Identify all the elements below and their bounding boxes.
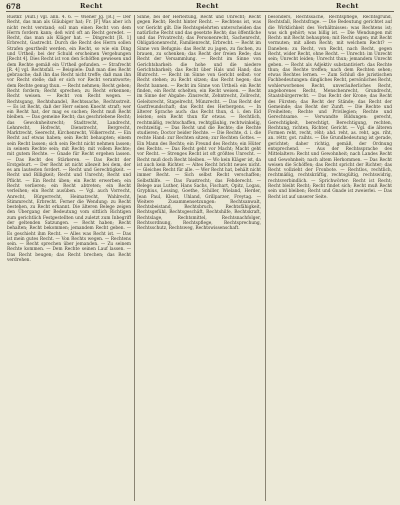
column-text: besonders, Rechtssache, Rechtspflege, Rechtsgrund, Rechtsfall, Rechtsfrage. — Die Bedeutung gerichtet auf die Wirklichkeit des Verhältnisses: was Rechtens ist; was sich gehört; was billig ist. — Die Wendungen mit Recht: mit Recht behaupten; mit Recht sagen; mit Recht vermuten; mit allem Recht; mit welchem Recht? — Daneben: zu Recht, von Recht, nach Recht, gegen Recht, wider Recht, ohne Recht. — Unrecht: im Unrecht sein; Unrecht leiden; Unrecht thun; jemandem Unrecht geben. — Recht als Adjektiv substantiviert: das Rechte thun; das Rechte treffen; nach dem Rechten sehen; etwas Rechtes lernen. — Zum Schluß die juristischen Fachbedeutungen: dingliches Recht, persönliches Recht, wohlerworbenes Recht, unveräußerliches Recht, angeborenes Recht, Menschenrecht, Grundrecht, Staatsbürgerrecht. — Das Recht der Krone; das Recht des Fürsten; das Recht der Stände; das Recht der Gemeinde; das Recht der Zunft. — Die Rechte und Freiheiten; Rechte und Privilegien; Rechte und Gerechtsame. — Verwandte Bildungen: gerecht, Gerechtigkeit, berechtigt, Berechtigung, rechten, Rechtung, richten, Richter, Gericht. — Vgl. die älteren Formen reht, recht, rëht; ahd. reht, as. reht, ags. riht, an. réttr, got. raihts. — Die Grundbedeutung ist gerade, gerichtet; daher richtig, gemäß, der Ordnung entsprechend. — Aus der Rechtssprache des Mittelalters: Recht und Gewohnheit; nach Landes Recht und Gewohnheit; nach altem Herkommen. — Das Recht weisen die Schöffen; das Recht spricht der Richter; das Recht vollzieht der Fronbote. — Rechtlos, rechtlich, rechtmäßig, rechtskräftig, rechtsgültig, rechtswidrig, rechtsverbindlich. — Sprichwörter: Recht ist Recht; Recht bleibt Recht; Recht findet sich; Recht muß Recht sein und bleiben; Recht und Gnade ist zweierlei. — Das Recht ist auf unserer Seite. bbox=[268, 15, 392, 200]
column-divider bbox=[265, 15, 266, 501]
column-text: Sinne, bei der Herleitung, Recht und Unrecht; Recht gegen Recht; Recht hinter Recht. — Rechtens ist, was vor Gericht gilt. Die Rechtsgelehrten unterscheiden das natürliche Recht und das gesetzte Recht; das öffentliche und das Privatrecht; das Personenrecht, Sachenrecht, Obligationenrecht, Familienrecht, Erbrecht. — Recht im Sinne von Befugnis: das Recht zu jagen, zu fischen, zu brauen, zu schenken; das Recht der freien Rede; das Recht der Versammlung. — Recht im Sinne von Gerichtsbarkeit: die hohe und die niedere Gerichtsbarkeit; das Recht über Hals und Hand; das Blutrecht. — Recht im Sinne von Gericht selbst: vor Recht stehen; zu Recht sitzen; das Recht hegen; das Recht bannen. — Recht im Sinne von Urtheil: ein Recht finden, ein Recht schelten, ein Recht weisen. — Recht im Sinne der Abgabe: Zinsrecht, Zehntrecht, Zollrecht, Geleitsrecht, Stapelrecht, Münzrecht. — Das Recht der Gastfreundschaft; das Recht des Herbergens. — In älterer Sprache auch: das Recht thun, d. i. den Eid leisten; sein Recht thun für etwas. — Rechtlich, rechtmäßig, rechtschaffen, rechtgläubig, rechtwinkelig, rechtzeitig. — Das Recht und die Rechte; die Rechte studieren; Doctor beider Rechte. — Die Rechte, d. i. die rechte Hand: zur Rechten sitzen; zur Rechten Gottes. — Ein Mann des Rechts; ein Freund des Rechts; ein Hüter des Rechts. — Das Recht geht vor Macht; Macht geht vor Recht. — Strenges Recht ist oft größtes Unrecht. — Recht muß doch Recht bleiben. — Wo kein Kläger ist, da ist auch kein Richter. — Altes Recht bricht neues nicht. — Gleiches Recht für alle. — Wer Recht hat, behält nicht immer Recht. — Sich selbst Recht verschaffen; Selbsthilfe. — Das Faustrecht; das Fehderecht. — Belege aus Luther, Hans Sachs, Fischart, Opitz, Logau, Gryphius, Lessing, Goethe, Schiller, Wieland, Herder, Jean Paul, Kleist, Uhland, Grillparzer, Freytag. — Weitere Zusammensetzungen: Rechtsanwalt, Rechtsbeistand, Rechtsbruch, Rechtsfähigkeit, Rechtsgefühl, Rechtsgeschäft, Rechtshilfe, Rechtskraft, Rechtslage, Rechtsmittel, Rechtsnachfolger, Rechtsordnung, Rechtspflege, Rechtsprechung, Rechtsschutz, Rechtsweg, Rechtswissenschaft. bbox=[137, 15, 261, 232]
column-heading-middle: Recht bbox=[196, 2, 219, 10]
page-number: 678 bbox=[6, 2, 21, 11]
page-header bbox=[0, 0, 400, 14]
column-heading-right: Recht bbox=[336, 2, 359, 10]
column-text: Rüstkr. (Aufl.) vgl. ann. 4. 6. — Wiener Jg. [R.] — Der Recht, das man als Gläubiger hat; Fr. [F] Was aber ich nicht recht verstand; soll man einen Recht von dem Herrn fordern kann; deß wird oft an Recht geredet. — Recht, das man als Kläger hat. — Dingrecht [R. 1] Erbrecht, Gastrecht. Durch die Recht des Herrn sollen Strafen geurtheilt werden, ein Recht, so wie ein Ding und Urtheil; bei der Schuld erscheinen Vergehungen [Recht 4]. Dies Recht ist von den Schöffen gewiesen und dem Rechte gemäß ein Urtheil gefunden. — Strafrecht [R. 4] vgl. Rechtsfall. — Beispiele: Daß man dies Recht gebrauche; daß ihn das Recht nicht treffe; daß man ihn vor Recht stelle; daß er sich vor Recht verantworte; dem Rechte genug thun. — Recht nehmen; Recht geben; Recht fordern; Recht sprechen; zu Recht erkennen; Recht weisen. — Recht von Recht wegen. — Rechtsgang, Rechtshandel, Rechtssache, Rechtsstreit. — Es ist Recht, daß der Herr seinen Knecht straft; wer ein Recht hat, der mag es suchen; Recht muß Recht bleiben. — Das gemeine Recht; das geschriebene Recht; das Gewohnheitsrecht; Stadtrecht, Landrecht, Lehnrecht, Hofrecht, Dienstrecht, Bergrecht, Marktrecht, Seerecht, Kirchenrecht, Völkerrecht. — Ein Recht auf etwas haben; sein Recht behaupten; einem sein Recht lassen; sich sein Recht nicht nehmen lassen; in seinem Rechte sein; mit Recht; mit vollem Rechte; mit gutem Rechte. — Gnade für Recht ergehen lassen. — Das Recht des Stärkeren. — Das Recht der Erstgeburt. — Der Recht ist nicht allezeit bei dem, der es am lautesten fordert. — Recht und Gerechtigkeit. — Recht und Billigkeit; Recht und Unrecht; Recht und Pflicht. — Ein Recht üben; ein Recht erwerben; ein Recht verlieren; ein Recht abtreten; ein Recht verleihen; ein Recht ausüben. — Vgl. auch Vorrecht, Anrecht, Bürgerrecht, Heimatrecht, Wahlrecht, Stimmrecht, Erbrecht. Ferner die Wendung: zu Recht bestehen, zu Recht erkannt. Die älteren Belege zeigen den Übergang der Bedeutung vom sittlich Richtigen zum gerichtlich Festgestellten und zuletzt zum Inbegriff der geltenden Satzungen. — Recht haben; Recht behalten; Recht bekommen; jemandem Recht geben. — Es geschieht ihm Recht. — Alles was Recht ist. — Das ist mein gutes Recht. — Von Rechts wegen. — Rechtens sein. — Recht sprechen über jemanden. — Zu seinem Rechte kommen. — Dem Rechte seinen Lauf lassen. — Das Recht beugen; das Recht brechen; das Recht verdrehen. bbox=[7, 15, 131, 263]
column-divider bbox=[134, 15, 135, 501]
text-column-left bbox=[7, 15, 131, 501]
column-heading-left: Recht bbox=[80, 2, 103, 10]
text-column-middle bbox=[137, 15, 261, 501]
header-rule bbox=[6, 11, 394, 12]
text-column-right bbox=[268, 15, 392, 501]
